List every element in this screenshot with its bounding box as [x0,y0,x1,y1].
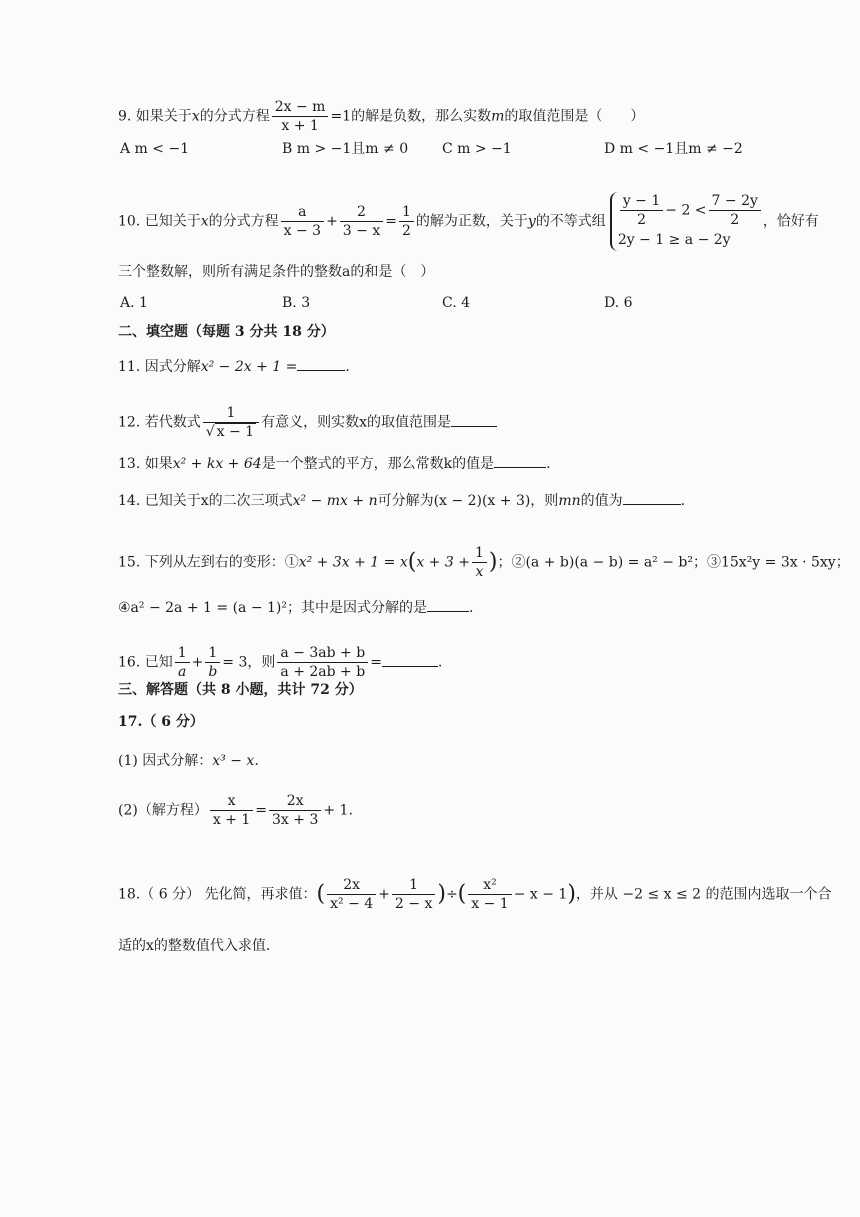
q12-answer-blank [451,412,497,427]
q9-option-b: B m > −1且m ≠ 0 [282,141,409,157]
q16-frac2 [205,644,220,681]
q15-end: . [468,600,474,616]
question-15-line2 [118,597,473,618]
q10-sys-frac-a [620,192,663,229]
q18-fa-den: x² − 4 [330,896,374,912]
q10-inequality-system [610,192,763,251]
q15-label: 15. 下列从左到右的变形：① [118,554,299,571]
q10-line2: 三个整数解，则所有满足条件的整数a的和是（ ） [118,264,435,280]
q15-answer-blank [427,597,469,612]
q14-label: 14. 已知关于x的二次三项式 [118,493,293,509]
q18-frac-a [327,876,376,913]
q10-frac2-den: 3 − x [342,223,381,239]
q15-e1b: x + 3 + [416,554,470,571]
section-3-title: 三、解答题（共 8 小题，共计 72 分） [118,682,363,698]
q10-text5: ，恰好有 [762,213,819,230]
q16-end: . [437,654,443,671]
q16-mid: = 3，则 [222,654,276,671]
question-14 [118,490,685,511]
q15-paren-close: ) [488,549,498,575]
q12-fraction [203,404,259,441]
q18-label: 18.（ 6 分） 先化简，再求值： [118,886,317,903]
q18-paren1-open: ( [316,881,326,907]
q16-frac1-den: a [178,664,187,680]
q13-end: . [546,456,551,472]
q10-sys-b-den: 2 [730,212,740,228]
q16-frac1 [175,644,190,681]
q18-fa-num: 2x [327,876,376,895]
q15-line2: ④a² − 2a + 1 = (a − 1)²；其中是因式分解的是 [118,600,427,616]
q14-expr2: mn [558,493,581,509]
q15-e2: ；②(a + b)(a − b) = a² − b²；③15x²y = 3x · 5xy； [497,554,850,571]
q15-fraction [472,544,487,581]
q15-e1: x² + 3x + 1 = x [298,554,408,571]
q10-sys-frac-b [709,192,761,229]
question-18-line2: 适的x的整数值代入求值. [118,938,271,954]
q11-end: . [345,359,350,375]
question-10: 10. 已知关于x的分式方程 $\frac{a}{x - 3}$ + $\frac{2}{3 - x}$ = $\frac{1}{2}$ 的解为正数，关于y的不等式组 $\frac{y - 1}{2}$ − 2 < $\frac{7 - 2y}{2}$ 2y − 1 ≥ a − 2y ，恰好有 [118,192,819,251]
q12-radicand: x − 1 [216,424,255,440]
q11-expr: x² − 2x + 1 = [200,359,298,375]
q12-frac-den: √ x − 1 [205,424,255,440]
q17-p2: (2)（解方程） [118,802,208,819]
q17-frac1-num: x [210,792,253,811]
q18-fc-den: x − 1 [471,896,509,912]
question-17-label: 17.（ 6 分） [118,714,204,730]
question-9: 9. 如果关于x的分式方程 $\frac{2x - m}{x + 1}$ =1的解是负数，那么实数m的取值范围是（ ） [118,99,645,134]
q9-option-c: C m > −1 [442,141,512,157]
q10-label: 10. 已知关于 [118,213,201,230]
q16-answer-blank [382,652,438,667]
q17-p2-end: + 1. [323,802,353,819]
q17-frac2-den: 3x + 3 [272,812,319,828]
q14-text: 可分解为(x − 2)(x + 3)，则 [377,493,559,509]
q10-frac3 [399,203,414,240]
q18-text: ，并从 −2 ≤ x ≤ 2 的范围内选取一个合 [575,886,832,903]
q14-text2: 的值为 [580,493,623,509]
q16-frac3-den: a + 2ab + b [280,664,366,680]
q12-frac-num: 1 [203,404,259,423]
question-17-part1 [118,751,259,771]
q18-frac-b [392,876,435,913]
q15-frac-num: 1 [472,544,487,563]
question-18: 18.（ 6 分） 先化简，再求值：( $\frac{2x}{\text{x² − 4}}$ + $\frac{1}{2 - x}$ )÷( $\frac{\text{x²}}{x - 1}$ − x − 1)，并从 −2 ≤ x ≤ 2 的范围内选取一个合 [118,877,832,912]
q18-fc-num: x² [468,876,511,895]
question-16: 16. 已知 $\frac{1}{a}$ + $\frac{1}{b}$ = 3，则 $\frac{a - 3ab + b}{a + 2ab + b}$ = . [118,645,443,680]
q18-paren1-close: ) [437,881,446,907]
q16-frac2-num: 1 [205,644,220,663]
q14-expr: x² − mx + n [292,493,378,509]
q14-answer-blank [623,490,681,505]
q10-frac1-den: x − 3 [283,223,322,239]
q18-frac-c [468,876,511,913]
q10-option-c: C. 4 [442,295,471,311]
section-2-title: 二、填空题（每题 3 分共 18 分） [118,324,335,340]
q10-sys-a-num: y − 1 [620,192,663,211]
q9-frac-den: x + 1 [281,118,319,134]
q16-frac2-den: b [208,664,218,680]
q10-sys-row2: 2y − 1 ≥ a − 2y [617,232,731,248]
q9-option-a: A m < −1 [120,141,190,157]
q18-fb-num: 1 [392,876,435,895]
q18-fb-den: 2 − x [394,896,433,912]
q10-text3: 的解为正数，关于 [415,213,528,230]
q15-paren-open: ( [407,549,417,575]
q17-p1: (1) 因式分解： [118,753,213,769]
q15-frac-den: x [475,564,484,580]
q10-frac3-num: 1 [399,203,414,222]
q10-frac2-num: 2 [340,203,383,222]
q10-sys-row1 [618,192,763,229]
q17-frac2 [269,792,321,829]
question-13 [118,453,551,474]
q10-frac1-num: a [281,203,324,222]
q16-frac1-num: 1 [175,644,190,663]
q10-option-a: A. 1 [120,295,148,311]
q10-frac2 [340,203,383,240]
q10-text2: 的分式方程 [208,213,279,230]
q10-text4: 的不等式组 [535,213,606,230]
q10-sys-b-num: 7 − 2y [709,192,761,211]
q9-frac-num: 2x − m [272,98,329,117]
q10-sys-a-den: 2 [637,212,646,228]
q11-label: 11. 因式分解 [118,359,201,375]
q17-frac1-den: x + 1 [212,812,251,828]
question-15 [118,544,850,581]
q17-p1-expr: x³ − x. [212,753,259,769]
q18-paren2-close: ) [567,881,576,907]
q9-text3: =1的解是负数，那么实数 [330,108,492,125]
q10-sys-mid: − 2 < [665,202,707,219]
q11-answer-blank [297,356,345,371]
q18-paren2-open: ( [457,881,467,907]
q16-label: 16. 已知 [118,654,173,671]
q9-text4: 的取值范围是（ ） [504,108,645,125]
q12-label: 12. 若代数式 [118,414,201,431]
q9-label: 9. 如果关于 [118,108,192,125]
q16-frac3-num: a − 3ab + b [277,644,368,663]
q13-label: 13. 如果 [118,456,173,472]
q13-expr: x² + kx + 64 [172,456,262,472]
question-17-part2: (2)（解方程） $\frac{x}{x + 1}$ = $\frac{2x}{3x + 3}$ + 1. [118,793,353,828]
q12-text: 有意义，则实数x的取值范围是 [261,414,451,431]
q13-answer-blank [494,453,546,468]
q9-option-d: D m < −1且m ≠ −2 [604,141,743,157]
q10-frac1 [281,203,324,240]
question-12 [118,404,497,441]
q16-frac3 [277,644,368,681]
q14-end: . [680,493,686,509]
q9-text2: 的分式方程 [199,108,270,125]
q9-fraction [272,98,329,135]
q10-option-d: D. 6 [604,295,633,311]
q18-tail: − x − 1 [513,886,568,903]
q10-option-b: B. 3 [282,295,311,311]
q13-text: 是一个整式的平方，那么常数k的值是 [261,456,495,472]
q10-frac3-den: 2 [401,223,411,239]
q17-frac2-num: 2x [269,792,321,811]
q17-frac1 [210,792,253,829]
q18-div: ÷ [445,886,458,903]
question-11 [118,356,350,377]
